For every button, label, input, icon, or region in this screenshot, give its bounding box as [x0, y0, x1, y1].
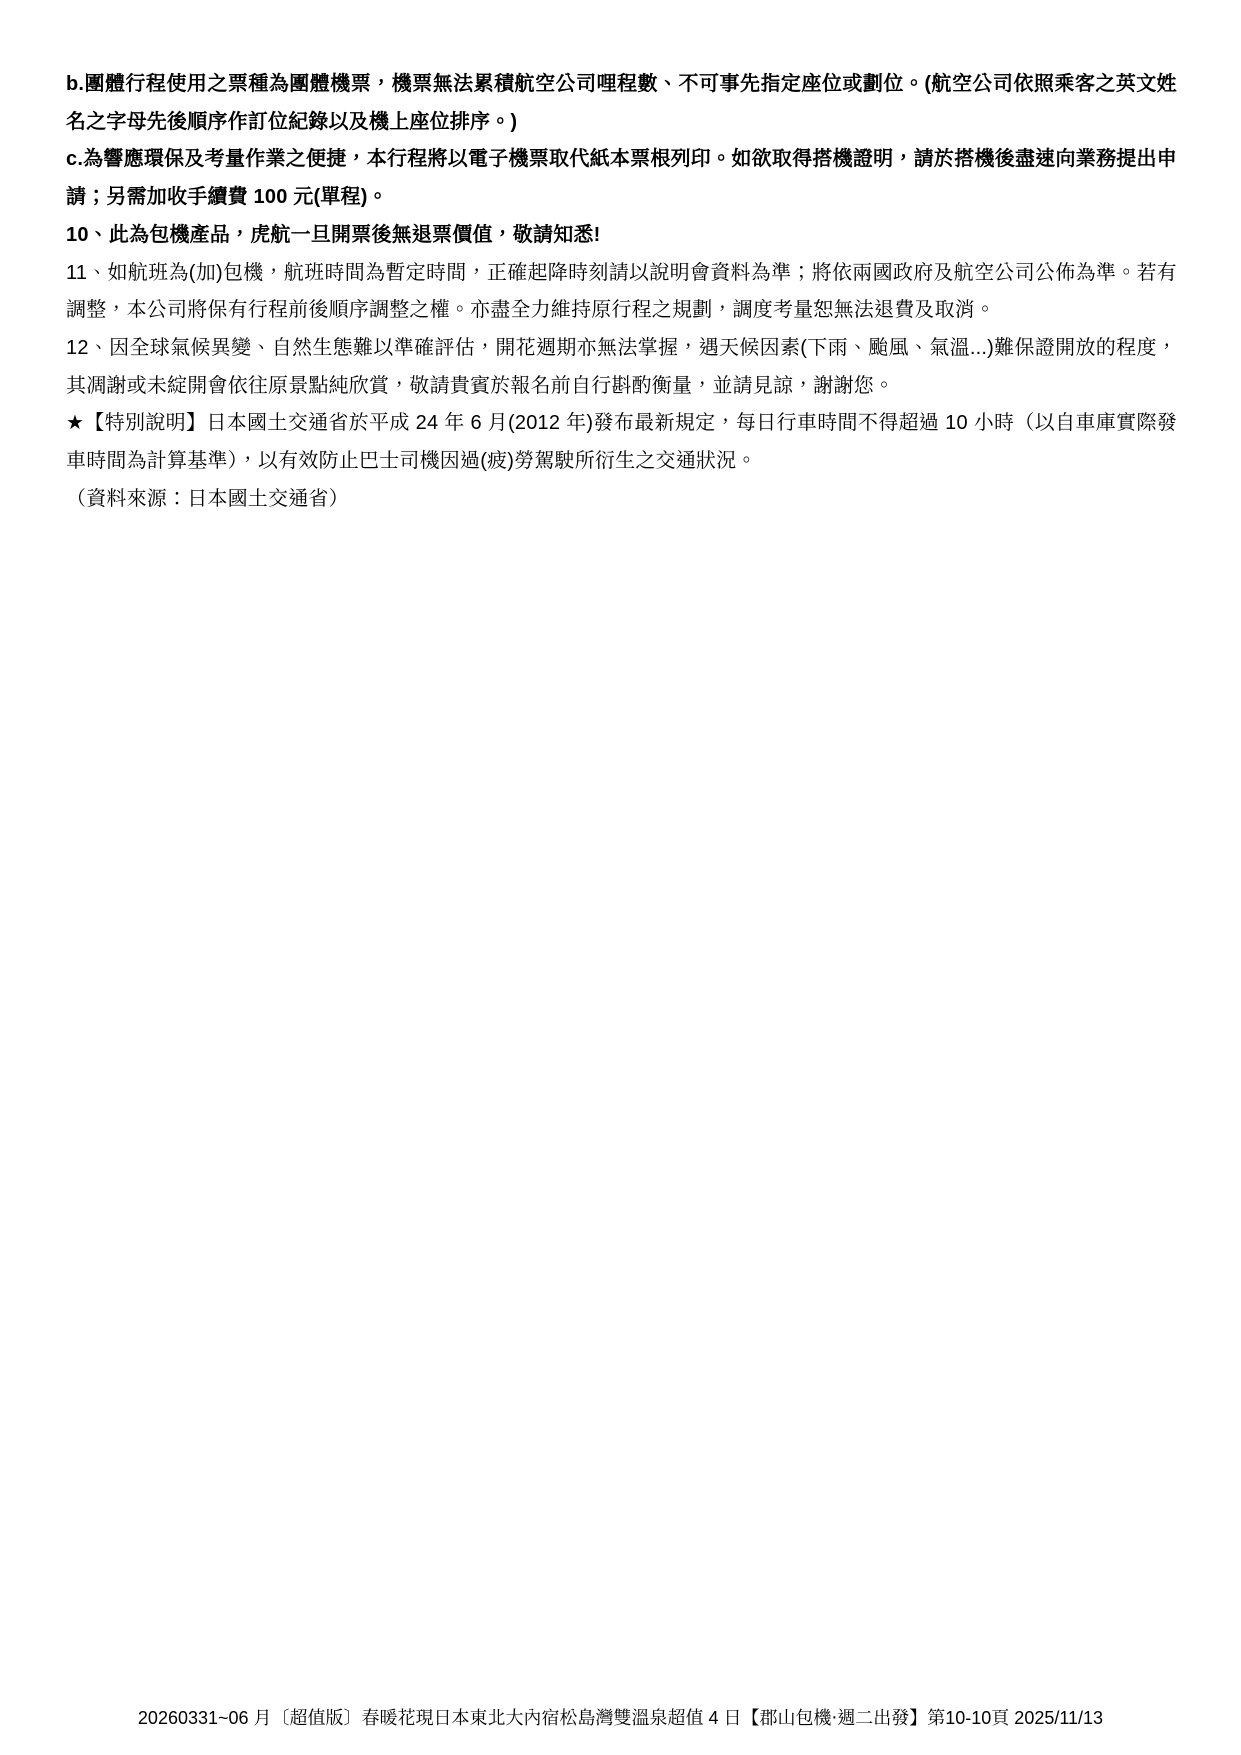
paragraph-data-source: （資料來源：日本國土交通省） — [66, 487, 349, 510]
paragraph-item-12-climate: 12、因全球氣候異變、自然生態難以準確評估，開花週期亦無法掌握，遇天候因素(下雨、颱風、氣溫...)難保證開放的程度，其凋謝或未綻開會依往原景點純欣賞，敬請貴賓於報名前自行斟酌衡量，並請見諒，謝謝您。 — [66, 336, 1177, 397]
terms-text-block — [66, 66, 1177, 518]
paragraph-b-group-ticket: b.團體行程使用之票種為團體機票，機票無法累積航空公司哩程數、不可事先指定座位或劃位。(航空公司依照乘客之英文姓名之字母先後順序作訂位紀錄以及機上座位排序。) — [66, 73, 1177, 133]
page-footer: 20260331~06 月〔超值版〕春暖花現日本東北大內宿松島灣雙溫泉超值 4 日【郡山包機‧週二出發】第10-10頁 2025/11/13 — [137, 1708, 1104, 1728]
paragraph-item-10-charter: 10、此為包機產品，虎航一旦開票後無退票價值，敬請知悉! — [66, 223, 601, 246]
paragraph-c-e-ticket: c.為響應環保及考量作業之便捷，本行程將以電子機票取代紙本票根列印。如欲取得搭機證明，請於搭機後盡速向業務提出申請；另需加收手續費 100 元(單程)。 — [66, 148, 1177, 209]
paragraph-special-note-driving-hours: ★【特別說明】日本國土交通省於平成 24 年 6 月(2012 年)發布最新規定，每日行車時間不得超過 10 小時（以自車庫實際發車時間為計算基準），以有效防止巴士司機因過(疲)勞駕駛所衍生之交通狀況。 — [66, 412, 1177, 473]
paragraph-item-11-flight-time: 11、如航班為(加)包機，航班時間為暫定時間，正確起降時刻請以說明會資料為準；將依兩國政府及航空公司公佈為準。若有調整，本公司將保有行程前後順序調整之權。亦盡全力維持原行程之規劃，調度考量恕無法退費及取消。 — [66, 261, 1177, 322]
